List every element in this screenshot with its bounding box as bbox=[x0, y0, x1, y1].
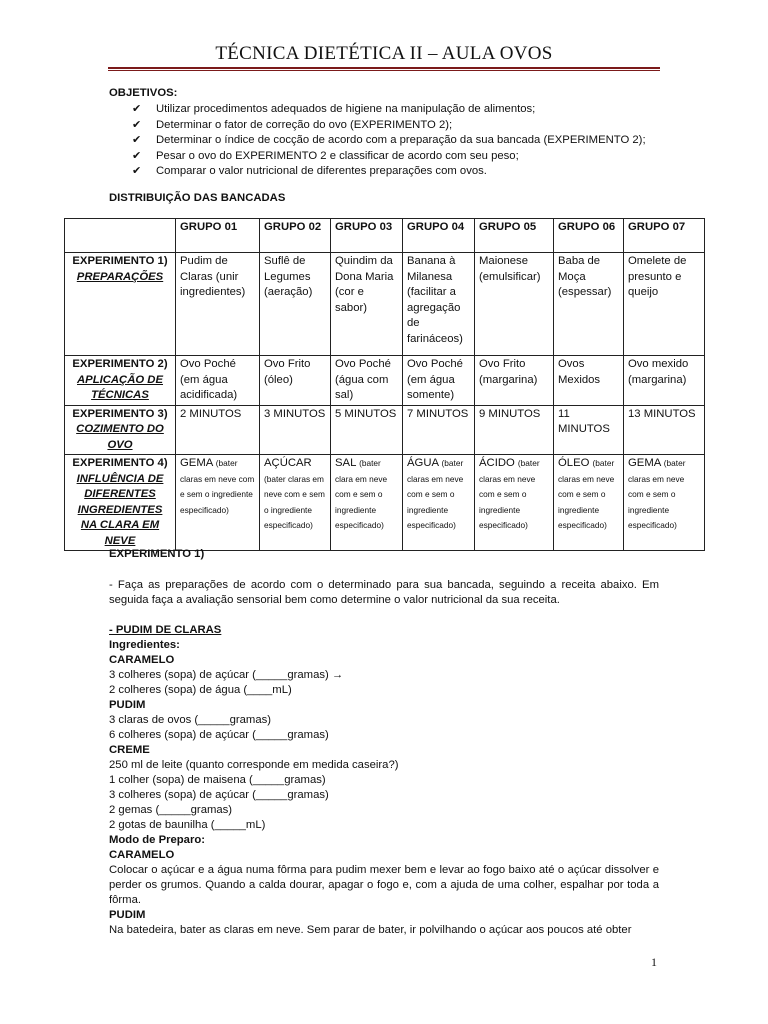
ingredient-item: 2 gotas de baunilha (_____mL) bbox=[109, 819, 266, 831]
ingredient-item: 250 ml de leite (quanto corresponde em medida caseira?) bbox=[109, 759, 399, 771]
title-divider-thin bbox=[108, 70, 660, 71]
checkmark-icon: ✔ bbox=[132, 148, 142, 162]
table-cell: Quindim da Dona Maria (cor e sabor) bbox=[331, 253, 403, 356]
table-cell: Ovo Frito (margarina) bbox=[475, 356, 554, 406]
table-cell: Ovo Poché (em água somente) bbox=[403, 356, 475, 406]
table-row bbox=[65, 455, 705, 551]
table-cell: Ovos Mexidos bbox=[554, 356, 624, 406]
ingredient-item: 2 colheres (sopa) de água (____mL) bbox=[109, 684, 292, 696]
objective-item: ✔ Utilizar procedimentos adequados de higiene na manipulação de alimentos; bbox=[132, 102, 536, 115]
page-number: 1 bbox=[651, 955, 657, 969]
table-cell: AÇÚCAR (bater claras em neve com e sem o ingrediente especificado) bbox=[260, 455, 331, 551]
objective-item: ✔ Determinar o fator de correção do ovo (EXPERIMENTO 2); bbox=[132, 117, 453, 131]
row-header: EXPERIMENTO 2) APLICAÇÃO DE TÉCNICAS bbox=[65, 356, 176, 406]
checkmark-icon: ✔ bbox=[132, 102, 142, 115]
ingredient-item: 3 colheres (sopa) de açúcar (_____gramas) → bbox=[109, 669, 344, 681]
ingredient-item: 3 colheres (sopa) de açúcar (_____gramas) bbox=[109, 789, 329, 801]
table-cell: 7 MINUTOS bbox=[403, 405, 475, 455]
experiment-1-heading: EXPERIMENTO 1) bbox=[109, 548, 205, 560]
group-header: GRUPO 02 bbox=[260, 219, 331, 253]
group-header: GRUPO 06 bbox=[554, 219, 624, 253]
table-cell: 5 MINUTOS bbox=[331, 405, 403, 455]
table-cell: Ovo Poché (água com sal) bbox=[331, 356, 403, 406]
table-cell: GEMA (bater claras em neve com e sem o ingrediente especificado) bbox=[176, 455, 260, 551]
group-header: GRUPO 01 bbox=[176, 219, 260, 253]
title-divider bbox=[108, 67, 660, 69]
table-cell: Ovo mexido (margarina) bbox=[624, 356, 705, 406]
table-row bbox=[65, 405, 705, 455]
table-cell: Ovo Poché (em água acidificada) bbox=[176, 356, 260, 406]
table-cell: Banana à Milanesa (facilitar a agregação de farináceos) bbox=[403, 253, 475, 356]
experiment-1-section bbox=[109, 547, 659, 938]
method-caramelo-text: Colocar o açúcar e a água numa fôrma para pudim mexer bem e levar ao fogo baixo até o açúcar dissolver e perder os grumos. Quando a calda dourar, apagar o fogo e, com a ajuda de uma colher, espalhar por toda a fôrma. bbox=[109, 864, 659, 906]
table-cell: ÁGUA (bater claras em neve com e sem o ingrediente especificado) bbox=[403, 455, 475, 551]
method-label: Modo de Preparo: bbox=[109, 834, 206, 846]
objective-item: ✔ Determinar o índice de cocção de acordo com a preparação da sua bancada (EXPERIMENTO 2); bbox=[132, 133, 646, 147]
creme-label: CREME bbox=[109, 744, 150, 756]
objectives-list bbox=[132, 101, 646, 179]
row-header: EXPERIMENTO 4) INFLUÊNCIA DE DIFERENTES INGREDIENTES NA CLARA EM NEVE bbox=[65, 455, 176, 551]
method-pudim-text: Na batedeira, bater as claras em neve. Sem parar de bater, ir polvilhando o açúcar aos poucos até obter bbox=[109, 924, 632, 936]
table-cell: Pudim de Claras (unir ingredientes) bbox=[176, 253, 260, 356]
table-row bbox=[65, 253, 705, 356]
distribution-heading: DISTRIBUIÇÃO DAS BANCADAS bbox=[109, 192, 286, 204]
table-cell: 2 MINUTOS bbox=[176, 405, 260, 455]
corner-cell bbox=[65, 219, 176, 253]
table-cell: ÓLEO (bater claras em neve com e sem o ingrediente especificado) bbox=[554, 455, 624, 551]
table-cell: Omelete de presunto e queijo bbox=[624, 253, 705, 356]
ingredient-item: 6 colheres (sopa) de açúcar (_____gramas) bbox=[109, 729, 329, 741]
method-pudim-label: PUDIM bbox=[109, 909, 146, 921]
table-cell: SAL (bater clara em neve com e sem o ingrediente especificado) bbox=[331, 455, 403, 551]
table-cell: Suflê de Legumes (aeração) bbox=[260, 253, 331, 356]
row-header: EXPERIMENTO 3) COZIMENTO DO OVO bbox=[65, 405, 176, 455]
table-header-row bbox=[65, 219, 705, 253]
table-row bbox=[65, 356, 705, 406]
method-caramelo-label: CARAMELO bbox=[109, 849, 175, 861]
ingredient-item: 1 colher (sopa) de maisena (_____gramas) bbox=[109, 774, 326, 786]
objective-item: ✔ Comparar o valor nutricional de diferentes preparações com ovos. bbox=[132, 164, 487, 178]
table-cell: 9 MINUTOS bbox=[475, 405, 554, 455]
pudim-label: PUDIM bbox=[109, 699, 146, 711]
ingredients-label: Ingredientes: bbox=[109, 639, 180, 651]
page-title: TÉCNICA DIETÉTICA II – AULA OVOS bbox=[215, 43, 553, 64]
group-header: GRUPO 04 bbox=[403, 219, 475, 253]
objectives-heading: OBJETIVOS: bbox=[109, 87, 178, 99]
table-cell: ÁCIDO (bater claras em neve com e sem o ingrediente especificado) bbox=[475, 455, 554, 551]
row-header: EXPERIMENTO 1) PREPARAÇÕES bbox=[65, 253, 176, 356]
recipe-title: - PUDIM DE CLARAS bbox=[109, 624, 222, 636]
group-header: GRUPO 07 bbox=[624, 219, 705, 253]
table-cell: Ovo Frito (óleo) bbox=[260, 356, 331, 406]
checkmark-icon: ✔ bbox=[132, 164, 142, 178]
table-cell: 3 MINUTOS bbox=[260, 405, 331, 455]
group-header: GRUPO 05 bbox=[475, 219, 554, 253]
table-cell: Maionese (emulsificar) bbox=[475, 253, 554, 356]
ingredient-item: 3 claras de ovos (_____gramas) bbox=[109, 714, 272, 726]
table-cell: Baba de Moça (espessar) bbox=[554, 253, 624, 356]
table-cell: GEMA (bater claras em neve com e sem o ingrediente especificado) bbox=[624, 455, 705, 551]
table-cell: 13 MINUTOS bbox=[624, 405, 705, 455]
table-cell: 11 MINUTOS bbox=[554, 405, 624, 455]
ingredient-item: 2 gemas (_____gramas) bbox=[109, 804, 233, 816]
experiment-1-intro: - Faça as preparações de acordo com o determinado para sua bancada, seguindo a receita abaixo. Em seguida faça a avaliação sensorial bem como determine o valor nutricional da sua receita. bbox=[109, 579, 659, 606]
objective-item: ✔ Pesar o ovo do EXPERIMENTO 2 e classificar de acordo com seu peso; bbox=[132, 148, 519, 162]
group-header: GRUPO 03 bbox=[331, 219, 403, 253]
checkmark-icon: ✔ bbox=[132, 117, 142, 131]
checkmark-icon: ✔ bbox=[132, 133, 142, 147]
bench-distribution-table bbox=[64, 218, 705, 551]
caramelo-label: CARAMELO bbox=[109, 654, 175, 666]
